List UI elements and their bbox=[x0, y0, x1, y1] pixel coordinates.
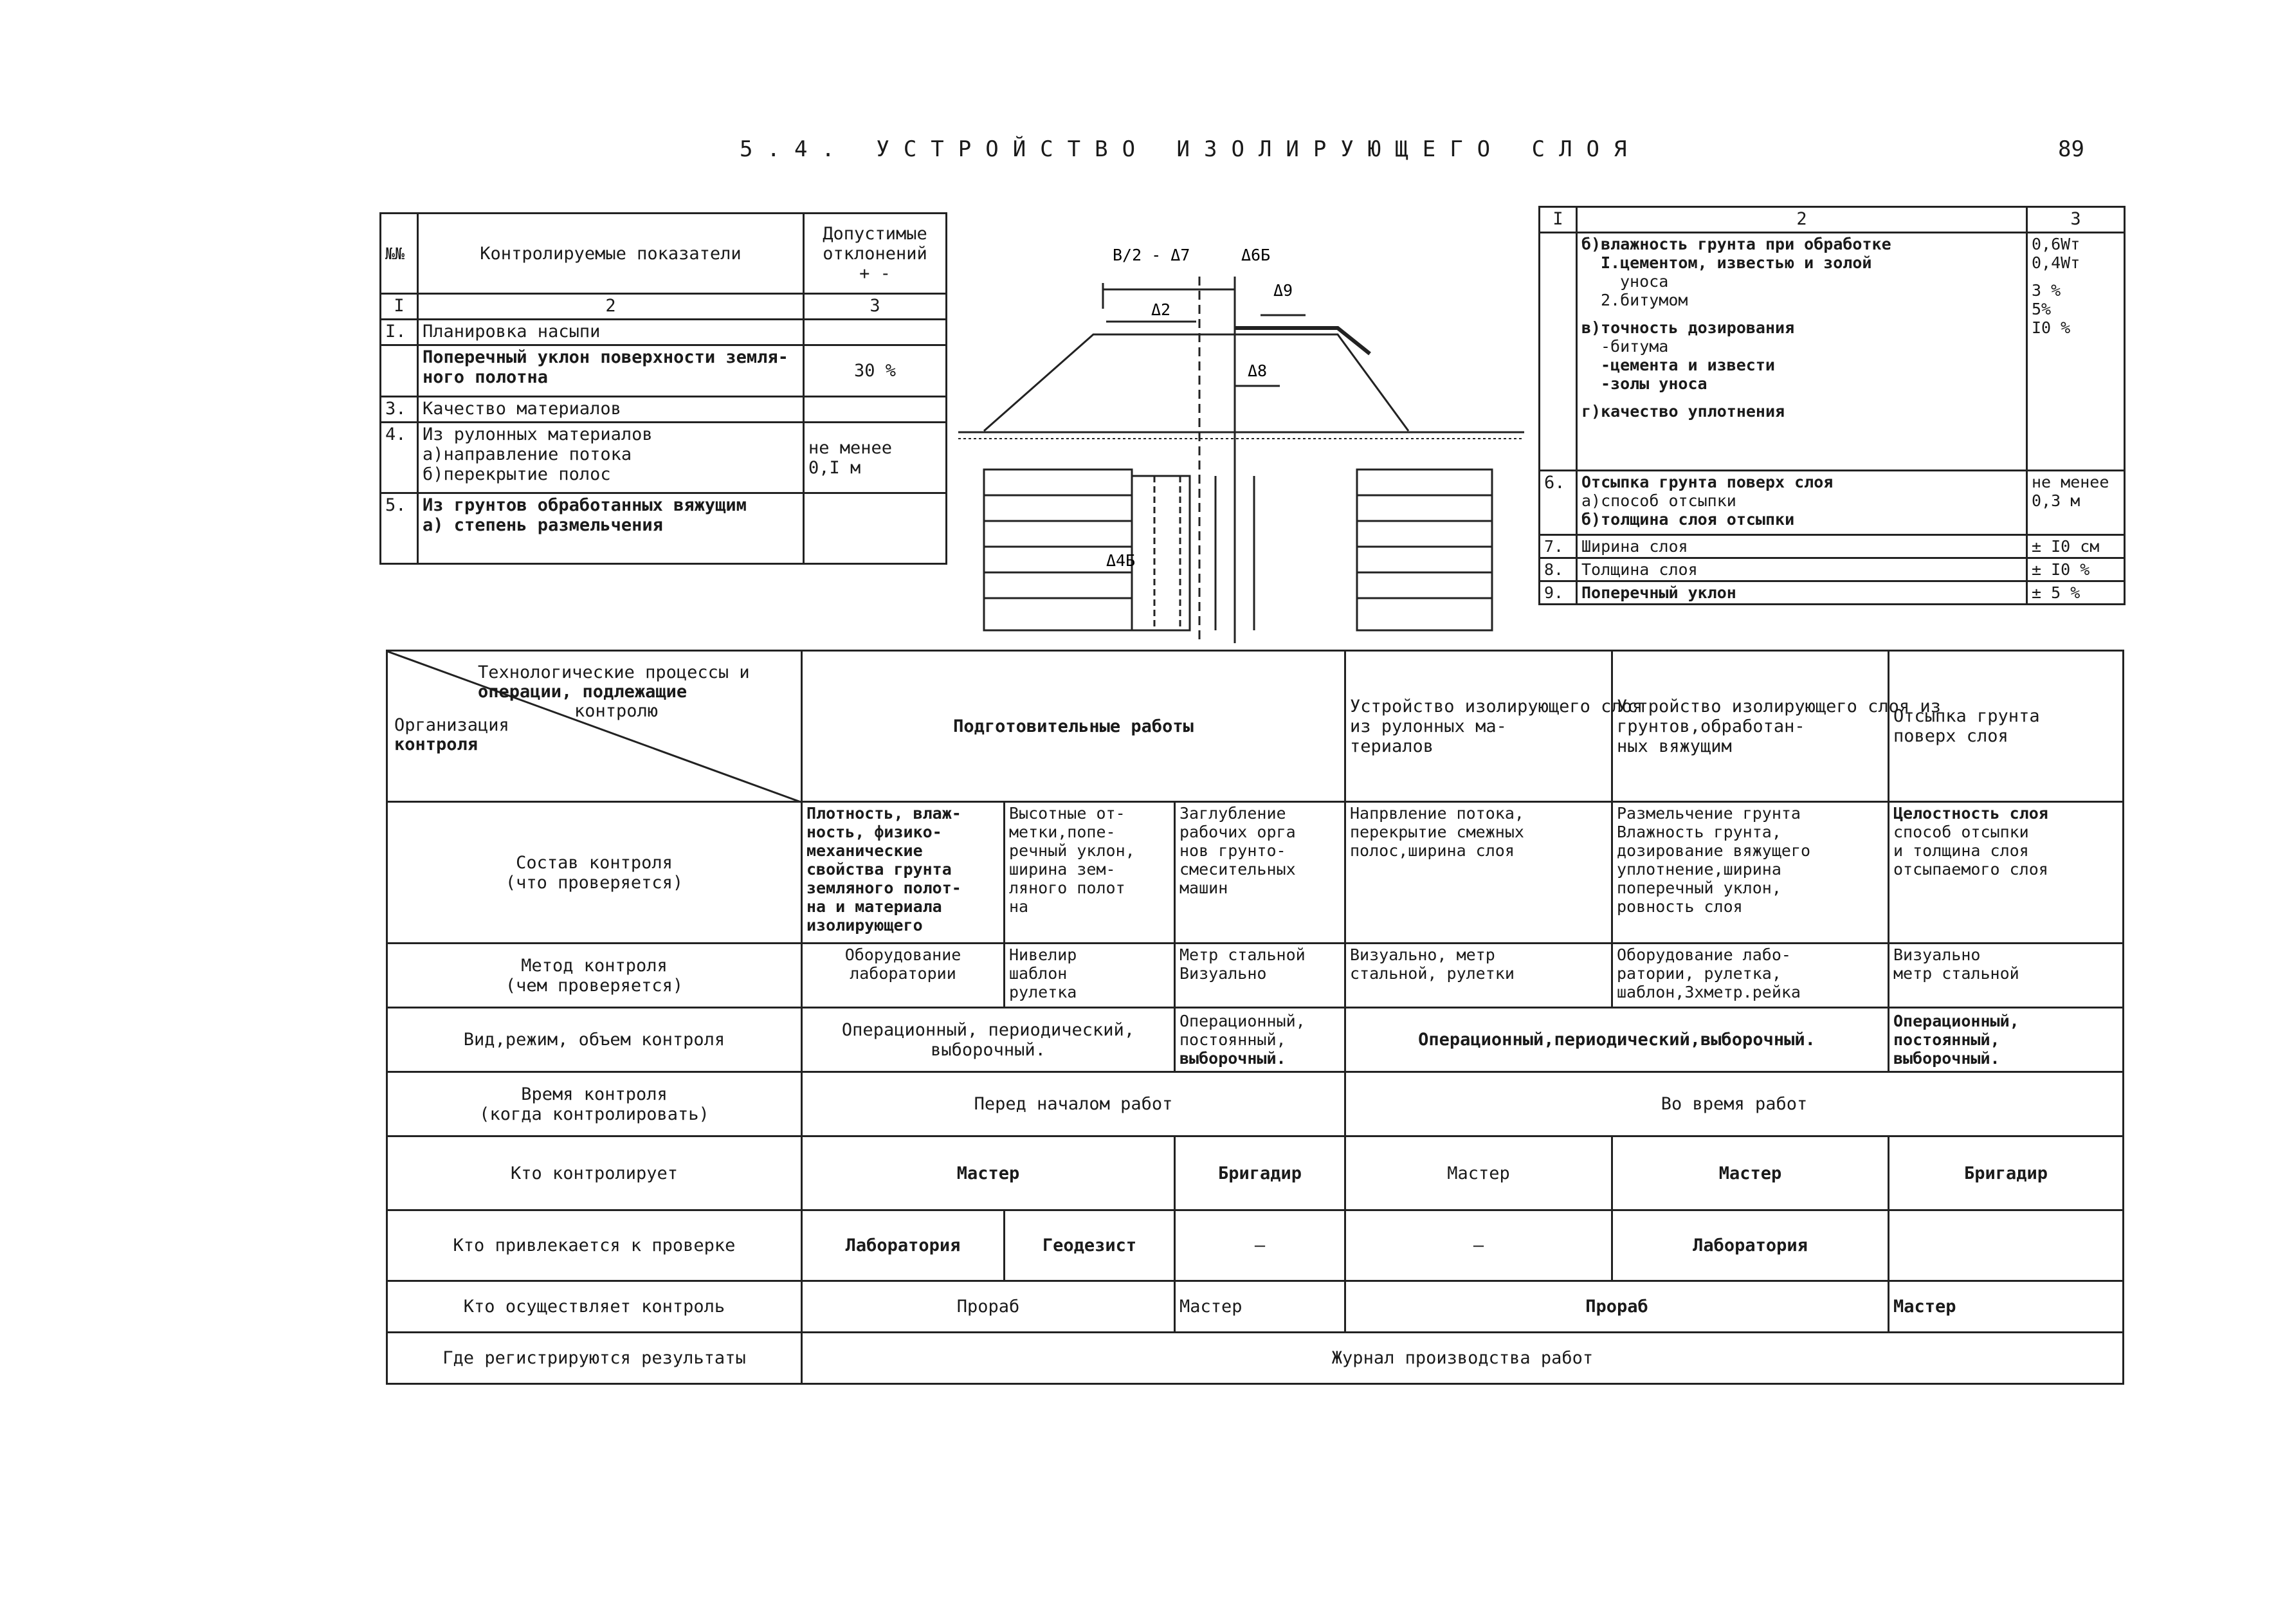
exec-fill: Мастер bbox=[1889, 1281, 2124, 1333]
table1-row-num: I. bbox=[381, 320, 418, 345]
table2-row-text: Поперечный уклон bbox=[1577, 581, 2027, 605]
inv-prep-3: — bbox=[1175, 1210, 1345, 1281]
exec-prep: Прораб bbox=[802, 1281, 1175, 1333]
inv-fill bbox=[1889, 1210, 2124, 1281]
corner-organization: Организация контроля bbox=[394, 715, 509, 754]
table1-row-value bbox=[804, 320, 947, 345]
row-what-label: Состав контроля (что проверяется) bbox=[387, 802, 802, 944]
row-involved-label: Кто привлекается к проверке bbox=[387, 1210, 802, 1281]
method-prep-3: Метр стальной Визуально bbox=[1175, 944, 1345, 1008]
label-d4: Δ4Б bbox=[1106, 551, 1136, 570]
method-prep-1: Оборудование лаборатории bbox=[802, 944, 1005, 1008]
label-d2: Δ2 bbox=[1151, 300, 1171, 319]
table1-row-num bbox=[381, 345, 418, 397]
table2-row-text: Ширина слоя bbox=[1577, 535, 2027, 558]
what-roll: Напрвление потока, перекрытие смежных полос,ширина слоя bbox=[1345, 802, 1612, 944]
table2-block-num bbox=[1540, 233, 1577, 471]
table1-row-text: Из грунтов обработанных вяжущим а) степень размельчения bbox=[418, 493, 804, 564]
table1-row-text: Планировка насыпи bbox=[418, 320, 804, 345]
row-mode-label: Вид,режим, объем контроля bbox=[387, 1008, 802, 1072]
time-prep: Перед началом работ bbox=[802, 1072, 1345, 1136]
method-fill: Визуально метр стальной bbox=[1889, 944, 2124, 1008]
table2-row-value: не менее 0,3 м bbox=[2027, 471, 2125, 535]
table1-row-num: 3. bbox=[381, 397, 418, 423]
table2-row-value: ± I0 % bbox=[2027, 558, 2125, 581]
table1-row-text: Качество материалов bbox=[418, 397, 804, 423]
table2-row-value: ± I0 см bbox=[2027, 535, 2125, 558]
what-prep-2: Высотные от- метки,попе- речный уклон, ширина зем- ляного полот на bbox=[1005, 802, 1175, 944]
corner-processes: Технологические процессы и операции, подлежащие контролю bbox=[478, 662, 750, 721]
mode-prep-3: Операционный, постоянный, выборочный. bbox=[1175, 1008, 1345, 1072]
row-reg-label: Где регистрируются результаты bbox=[387, 1333, 802, 1384]
table2-row-text: Толщина слоя bbox=[1577, 558, 2027, 581]
table1-row-value: 30 % bbox=[804, 345, 947, 397]
exec-prep-3: Мастер bbox=[1175, 1281, 1345, 1333]
table2-colnum: 3 bbox=[2027, 207, 2125, 233]
table2-row-num: 7. bbox=[1540, 535, 1577, 558]
row-time-label: Время контроля (когда контролировать) bbox=[387, 1072, 802, 1136]
control-organization-table bbox=[386, 650, 2124, 1385]
table2-block-values: 0,6Wт 0,4Wт 3 % 5% I0 % bbox=[2027, 233, 2125, 471]
mode-prep: Операционный, периодический, выборочный. bbox=[802, 1008, 1175, 1072]
what-fill: Целостность слоя способ отсыпки и толщина слоя отсыпаемого слоя bbox=[1889, 802, 2124, 944]
embankment-diagram bbox=[958, 238, 1524, 643]
page-title: 5.4. УСТРОЙСТВО ИЗОЛИРУЮЩЕГО СЛОЯ bbox=[740, 136, 1641, 162]
who-prep-3: Бригадир bbox=[1175, 1136, 1345, 1210]
control-indicators-table bbox=[379, 212, 947, 565]
page-number: 89 bbox=[2058, 136, 2084, 162]
what-soil: Размельчение грунта Влажность грунта, дозирование вяжущего уплотнение,ширина поперечный уклон, ровность слоя bbox=[1612, 802, 1889, 944]
table2-row-num: 9. bbox=[1540, 581, 1577, 605]
table3-corner bbox=[387, 651, 802, 802]
col-binder-soils: Устройство изолирующего слоя из грунтов,обработан- ных вяжущим bbox=[1612, 651, 1889, 802]
mode-fill: Операционный, постоянный, выборочный. bbox=[1889, 1008, 2124, 1072]
table1-row-num: 5. bbox=[381, 493, 418, 564]
who-fill: Бригадир bbox=[1889, 1136, 2124, 1210]
table2-row-num: 6. bbox=[1540, 471, 1577, 535]
col-roll-materials: Устройство изолирующего слоя из рулонных ма- териалов bbox=[1345, 651, 1612, 802]
what-prep-1: Плотность, влаж- ность, физико- механические свойства грунта земляного полот- на и материала изолирующего bbox=[802, 802, 1005, 944]
table2-block-text: б)влажность грунта при обработке I.цементом, известью и золой уноса 2.битумом в)точность дозирования -битума -цемента и извести -золы уноса г)качество уплотнения bbox=[1577, 233, 2027, 471]
inv-soil: Лаборатория bbox=[1612, 1210, 1889, 1281]
table1-row-value bbox=[804, 397, 947, 423]
table1-colnum: 2 bbox=[418, 294, 804, 320]
table1-row-value: не менее 0,I м bbox=[804, 423, 947, 493]
inv-roll: — bbox=[1345, 1210, 1612, 1281]
table2-colnum: I bbox=[1540, 207, 1577, 233]
reg-journal: Журнал производства работ bbox=[802, 1333, 2124, 1384]
table2-colnum: 2 bbox=[1577, 207, 2027, 233]
table1-colnum: 3 bbox=[804, 294, 947, 320]
inv-prep-1: Лаборатория bbox=[802, 1210, 1005, 1281]
col-preparatory-works: Подготовительные работы bbox=[802, 651, 1345, 802]
exec-work: Прораб bbox=[1345, 1281, 1889, 1333]
method-soil: Оборудование лабо- ратории, рулетка, шаблон,3хметр.рейка bbox=[1612, 944, 1889, 1008]
inv-prep-2: Геодезист bbox=[1005, 1210, 1175, 1281]
method-prep-2: Нивелир шаблон рулетка bbox=[1005, 944, 1175, 1008]
table2-row-value: ± 5 % bbox=[2027, 581, 2125, 605]
table1-row-text: Поперечный уклон поверхности земля- ного полотна bbox=[418, 345, 804, 397]
table1-row-num: 4. bbox=[381, 423, 418, 493]
table1-head-indicators: Контролируемые показатели bbox=[418, 214, 804, 294]
who-roll: Мастер bbox=[1345, 1136, 1612, 1210]
label-d9: Δ9 bbox=[1273, 281, 1293, 300]
table1-row-text: Из рулонных материалов а)направление потока б)перекрытие полос bbox=[418, 423, 804, 493]
label-d8: Δ8 bbox=[1248, 361, 1268, 380]
table2-row-num: 8. bbox=[1540, 558, 1577, 581]
table1-colnum: I bbox=[381, 294, 418, 320]
table1-row-value bbox=[804, 493, 947, 564]
table1-head-no: №№ bbox=[381, 214, 418, 294]
method-roll: Визуально, метр стальной, рулетки bbox=[1345, 944, 1612, 1008]
who-soil: Мастер bbox=[1612, 1136, 1889, 1210]
table2-row-text: Отсыпка грунта поверх слоя а)способ отсыпки б)толщина слоя отсыпки bbox=[1577, 471, 2027, 535]
time-work: Во время работ bbox=[1345, 1072, 2124, 1136]
table1-head-tolerance: Допустимые отклонений + - bbox=[804, 214, 947, 294]
mode-roll-soil: Операционный,периодический,выборочный. bbox=[1345, 1008, 1889, 1072]
who-prep: Мастер bbox=[802, 1136, 1175, 1210]
what-prep-3: Заглубление рабочих орга нов грунто- смесительных машин bbox=[1175, 802, 1345, 944]
col-soil-fill: Отсыпка грунта поверх слоя bbox=[1889, 651, 2124, 802]
label-d6: Δ6Б bbox=[1241, 246, 1271, 264]
label-b2-d7: В/2 - Δ7 bbox=[1113, 246, 1190, 264]
row-exec-label: Кто осуществляет контроль bbox=[387, 1281, 802, 1333]
control-indicators-table-continued bbox=[1538, 206, 2126, 605]
row-method-label: Метод контроля (чем проверяется) bbox=[387, 944, 802, 1008]
row-who-label: Кто контролирует bbox=[387, 1136, 802, 1210]
